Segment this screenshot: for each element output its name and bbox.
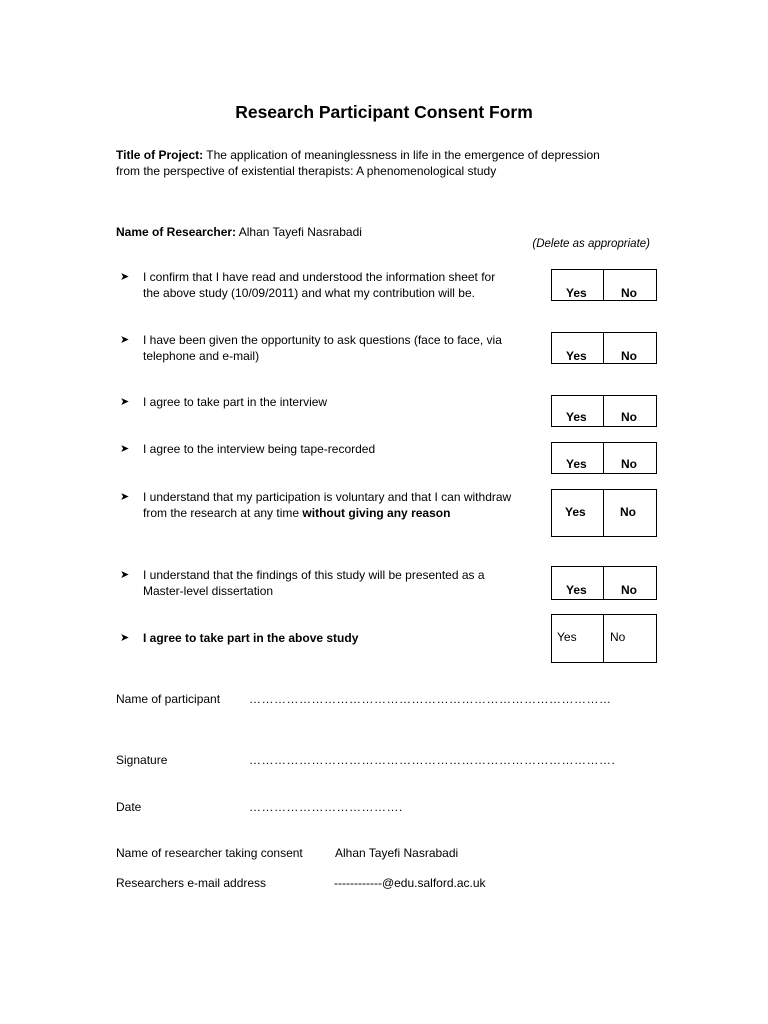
- statement-1-line2: the above study (10/09/2011) and what my contribution will be.: [143, 286, 475, 300]
- statement-4-yes-cell[interactable]: [552, 443, 604, 473]
- statement-6-line1: I understand that the findings of this study will be presented as a: [143, 568, 485, 582]
- statement-6-line2: Master-level dissertation: [143, 584, 274, 598]
- yes-label: Yes: [566, 286, 587, 300]
- signature-field[interactable]: …………………………………………………………………………….: [249, 753, 616, 767]
- researcher-consent-label: Name of researcher taking consent: [116, 846, 303, 860]
- researcher-consent-value: Alhan Tayefi Nasrabadi: [335, 846, 459, 860]
- no-label: No: [610, 630, 626, 644]
- arrow-bullet-icon: ➤: [120, 271, 130, 283]
- yes-label: Yes: [566, 457, 587, 471]
- statement-7-no-cell[interactable]: [604, 615, 656, 662]
- participant-name-label: Name of participant: [116, 692, 221, 706]
- statement-5-yes-no: [551, 489, 657, 537]
- statement-3-yes-cell[interactable]: [552, 396, 604, 426]
- signature-label: Signature: [116, 753, 168, 767]
- arrow-bullet-icon: ➤: [120, 334, 130, 346]
- statement-4-no-cell[interactable]: [604, 443, 656, 473]
- statement-2-line1: I have been given the opportunity to ask questions (face to face, via: [143, 333, 502, 347]
- statement-5-yes-cell[interactable]: [552, 490, 604, 536]
- participant-name-field[interactable]: ……………………………………………………………………………: [249, 692, 612, 706]
- yes-label: Yes: [566, 349, 587, 363]
- statement-6-yes-cell[interactable]: [552, 567, 604, 599]
- project-text-1: The application of meaninglessness in life in the emergence of depression: [206, 148, 600, 162]
- researcher-email-label: Researchers e-mail address: [116, 876, 267, 890]
- arrow-bullet-icon: ➤: [120, 443, 130, 455]
- statement-5-line2: [143, 505, 548, 521]
- statement-3-line1: I agree to take part in the interview: [143, 395, 328, 409]
- researcher-label: Name of Researcher:: [116, 225, 237, 239]
- project-title-line2: from the perspective of existential therapists: A phenomenological study: [116, 164, 497, 178]
- statement-5-no-cell[interactable]: [604, 490, 656, 536]
- yes-label: Yes: [565, 505, 586, 519]
- statement-2-yes-cell[interactable]: [552, 333, 604, 363]
- project-title-line1: [116, 147, 676, 163]
- statement-1-yes-cell[interactable]: [552, 270, 604, 300]
- statement-5-line2-bold: without giving any reason: [302, 506, 451, 520]
- no-label: No: [621, 286, 638, 300]
- researcher-name: Alhan Tayefi Nasrabadi: [238, 225, 362, 239]
- yes-label: Yes: [566, 410, 587, 424]
- no-label: No: [620, 505, 637, 519]
- no-label: No: [621, 410, 638, 424]
- statement-1-yes-no: [551, 269, 657, 301]
- statement-2-no-cell[interactable]: [604, 333, 656, 363]
- statement-3-no-cell[interactable]: [604, 396, 656, 426]
- project-label: Title of Project:: [116, 148, 204, 162]
- date-field[interactable]: ……………………………….: [249, 800, 403, 814]
- arrow-bullet-icon: ➤: [120, 396, 130, 408]
- statement-2-line2: telephone and e-mail): [143, 349, 260, 363]
- arrow-bullet-icon: ➤: [120, 569, 130, 581]
- delete-note: (Delete as appropriate): [532, 238, 650, 250]
- no-label: No: [621, 457, 638, 471]
- statement-7-yes-cell[interactable]: [552, 615, 604, 662]
- yes-label: Yes: [557, 630, 577, 644]
- statement-3-yes-no: [551, 395, 657, 427]
- statement-6-no-cell[interactable]: [604, 567, 656, 599]
- arrow-bullet-icon: ➤: [120, 632, 130, 644]
- date-label: Date: [116, 800, 142, 814]
- statement-7-line1: I agree to take part in the above study: [143, 631, 359, 645]
- statement-2-yes-no: [551, 332, 657, 364]
- statement-4-yes-no: [551, 442, 657, 474]
- statement-6-yes-no: [551, 566, 657, 600]
- statement-5-line1: I understand that my participation is voluntary and that I can withdraw: [143, 490, 512, 504]
- page-title: Research Participant Consent Form: [235, 102, 533, 122]
- arrow-bullet-icon: ➤: [120, 491, 130, 503]
- statement-5-line2-text: from the research at any time: [143, 506, 303, 520]
- statement-1-no-cell[interactable]: [604, 270, 656, 300]
- statement-4-line1: I agree to the interview being tape-recorded: [143, 442, 376, 456]
- no-label: No: [621, 583, 638, 597]
- no-label: No: [621, 349, 638, 363]
- yes-label: Yes: [566, 583, 587, 597]
- statement-1-line1: I confirm that I have read and understood the information sheet for: [143, 270, 496, 284]
- researcher-email-value: ------------@edu.salford.ac.uk: [334, 876, 486, 890]
- statement-7-yes-no: [551, 614, 657, 663]
